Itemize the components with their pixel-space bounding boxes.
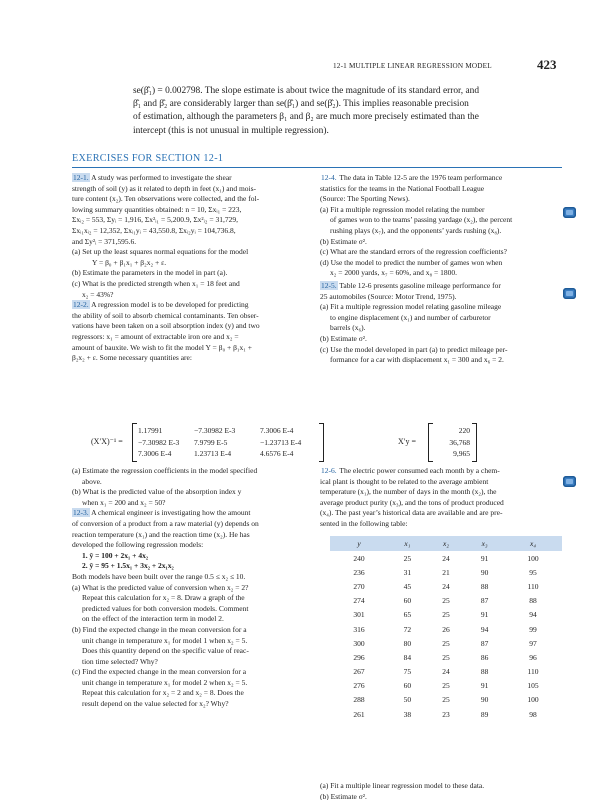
text-line: (x₄). The past year’s historical data are available and are pre- <box>320 508 503 518</box>
table-row <box>330 579 562 593</box>
table-cell: 80 <box>403 638 412 648</box>
table-row <box>330 679 562 693</box>
right-column-lower <box>320 466 556 530</box>
table-cell: 96 <box>529 652 537 662</box>
matrix-cell: −7.30982 E-3 <box>194 426 236 435</box>
table-cell: 75 <box>403 667 412 677</box>
part-b-cont: Does this quantity depend on the specific value of reac- <box>82 646 249 656</box>
table-cell: 274 <box>353 596 365 606</box>
table-row <box>330 608 562 622</box>
exercise-12-5 <box>320 281 556 292</box>
table-cell: 100 <box>527 553 539 563</box>
part-a-cont: predicted values for both conversion models. Comment <box>82 603 249 613</box>
table-cell: 88 <box>480 667 489 677</box>
table-cell: 25 <box>442 681 450 691</box>
right-bracket <box>472 423 477 462</box>
left-bracket <box>132 423 137 462</box>
table-header-row <box>330 536 562 551</box>
table-cell: 60 <box>403 681 412 691</box>
table-cell: 23 <box>442 709 450 719</box>
table-cell: 300 <box>353 638 365 648</box>
table-row <box>330 565 562 579</box>
text-line: temperature (x₁), the number of days in the month (x₂), the <box>320 487 497 497</box>
table-cell: 25 <box>442 610 450 620</box>
part-a-cont: of games won to the teams’ passing yardage (x₂), the percent <box>330 215 513 225</box>
table-cell: 25 <box>403 553 412 563</box>
part-c: (c) What is the predicted strength when x₁ = 18 feet and <box>72 278 240 288</box>
table-cell: 91 <box>480 681 489 691</box>
exercise-12-3 <box>72 508 308 519</box>
exercise-12-1 <box>72 173 308 184</box>
text-line: and Σy²ᵢ = 371,595.6. <box>72 236 137 246</box>
exercise-number: 12-2. <box>73 300 89 310</box>
table-cell: 60 <box>403 596 412 606</box>
intro-line: β̂₁ and β̂₂ are considerably larger than se(β̂₁) and se(β̂₂). This implies reasonable precision <box>133 99 469 110</box>
text-line: Σxᵢ₂ = 553, Σyᵢ = 1,916, Σx²ᵢ₁ = 5,200.9, Σx²ᵢ₂ = 31,729, <box>72 215 239 225</box>
matrix-cell: 7.3006 E-4 <box>138 449 172 458</box>
part-d: (d) Use the model to predict the number of games won when <box>320 257 503 267</box>
table-row <box>330 693 562 707</box>
table-cell: 25 <box>442 638 450 648</box>
book-icon[interactable] <box>563 476 576 487</box>
text-line: Table 12-6 presents gasoline mileage performance for <box>339 280 501 290</box>
left-column <box>72 173 308 364</box>
table-cell: 90 <box>480 695 489 705</box>
right-bracket <box>319 423 324 462</box>
table-cell: 99 <box>529 624 537 634</box>
text-line: 25 automobiles (Source: Motor Trend, 1975). <box>320 291 457 301</box>
matrix-label: (X′X)⁻¹ = <box>91 437 123 446</box>
part-b: (b) What is the predicted value of the absorption index y <box>72 487 242 497</box>
text-line: A study was performed to investigate the shear <box>91 173 232 182</box>
text-line: regressors: x₁ = amount of extractable iron ore and x₂ = <box>72 331 239 341</box>
table-cell: 65 <box>403 610 412 620</box>
part-c-cont: Repeat this calculation for x₂ = 2 and x₂ = 8. Does the <box>82 688 244 698</box>
section-title: EXERCISES FOR SECTION 12-1 <box>72 153 224 164</box>
part-c-cont: formance for a car with displacement x₁ = 300 and x₆ = 2. <box>330 355 504 365</box>
table-row <box>330 594 562 608</box>
table-cell: 50 <box>403 695 412 705</box>
data-table-wrap <box>330 536 562 721</box>
text-line: (Source: The Sporting News). <box>320 194 410 204</box>
column-header: x₁ <box>388 536 427 551</box>
part-a-cont: to engine displacement (x₁) and number of carburetor <box>330 312 491 322</box>
part-b-cont: tion time selected? Why? <box>82 656 158 666</box>
text-line: vations have been taken on a soil absorption index (y) and two <box>72 321 260 331</box>
vector-cell: 220 <box>458 426 470 435</box>
running-header: 12-1 MULTIPLE LINEAR REGRESSION MODEL <box>333 62 492 70</box>
table-cell: 88 <box>529 596 537 606</box>
exercise-number: 12-5. <box>321 280 337 290</box>
page-number: 423 <box>537 57 557 72</box>
part-a: (a) Estimate the regression coefficients in the model specified <box>72 466 258 475</box>
table-cell: 26 <box>442 624 450 634</box>
table-cell: 21 <box>442 567 450 577</box>
table-cell: 94 <box>480 624 489 634</box>
table-cell: 301 <box>353 610 365 620</box>
part-b: (b) Estimate σ². <box>320 333 367 343</box>
table-cell: 97 <box>529 638 537 648</box>
intro-line: se(β̂₁) = 0.002798. The slope estimate is about twice the magnitude of its standard error, and <box>133 86 480 96</box>
table-cell: 270 <box>353 581 365 591</box>
matrix-cell: −7.30982 E-3 <box>138 437 180 447</box>
intro-line: intercept (this is not unusual in multiple regression). <box>133 125 329 136</box>
table-cell: 95 <box>529 567 537 577</box>
part-a: (a) Fit a multiple regression model relating the number <box>320 204 485 214</box>
table-cell: 25 <box>442 695 450 705</box>
table-cell: 90 <box>480 567 489 577</box>
part-b: (b) Find the expected change in the mean conversion for a <box>72 624 247 634</box>
part-c-cont: x₂ = 43%? <box>82 289 114 299</box>
part-c: (c) Use the model developed in part (a) to predict mileage per- <box>320 344 508 354</box>
part-a-cont: Y = β₀ + β₁x₁ + β₂x₂ + ε. <box>92 257 167 267</box>
table-cell: 236 <box>353 567 365 577</box>
part-a: (a) Set up the least squares normal equations for the model <box>72 247 249 257</box>
table-cell: 94 <box>529 610 537 620</box>
table-cell: 38 <box>403 709 412 719</box>
matrix-cell: −1.23713 E-4 <box>260 437 302 447</box>
text-line: lowing summary quantities obtained: n = 10, Σxᵢ₁ = 223, <box>72 204 242 214</box>
intro-line: of estimation, although the parameters β₁ and β₂ are much more precisely estimated than the <box>133 112 479 123</box>
table-cell: 288 <box>353 695 365 705</box>
table-cell: 88 <box>480 581 489 591</box>
part-a: (a) Fit a multiple regression model relating gasoline mileage <box>320 302 502 312</box>
text-line: Σxᵢ₁xᵢ₂ = 12,352, Σxᵢ₁yᵢ = 43,550.8, Σxᵢ₂yᵢ = 104,736.8, <box>72 225 236 235</box>
table-row <box>330 665 562 679</box>
text-line: sented in the following table: <box>320 518 408 528</box>
part-c: (c) Find the expected change in the mean conversion for a <box>72 667 247 677</box>
part-b: (b) Estimate σ². <box>320 236 367 246</box>
exercise-number: 12-3. <box>73 508 89 518</box>
matrix-block <box>72 423 562 463</box>
intro-paragraph <box>133 85 563 138</box>
table-cell: 91 <box>480 610 489 620</box>
right-column <box>320 173 556 366</box>
text-line: developed the following regression models: <box>72 540 204 550</box>
part-d-cont: x₂ = 2000 yards, x₇ = 60%, and x₈ = 1800. <box>330 268 457 278</box>
text-line: ical plant is thought to be related to the average ambient <box>320 476 489 486</box>
matrix-cell: 1.23713 E-4 <box>194 449 232 458</box>
part-a-cont: Repeat this calculation for x₂ = 8. Draw a graph of the <box>82 593 245 603</box>
text-line: The electric power consumed each month by a chem- <box>339 466 500 475</box>
matrix <box>138 425 318 460</box>
column-header: x₂ <box>427 536 466 551</box>
book-icon[interactable] <box>563 288 576 299</box>
text-line: the ability of soil to absorb chemical contaminants. Ten obser- <box>72 310 259 320</box>
part-c-cont: unit change in temperature x₁ for model 2 when x₂ = 5. <box>82 677 248 687</box>
table-cell: 24 <box>442 581 450 591</box>
table-cell: 24 <box>442 667 450 677</box>
table-cell: 240 <box>353 553 365 563</box>
table-cell: 25 <box>442 652 450 662</box>
exercise-number: 12-4. <box>321 173 337 182</box>
text-line: The data in Table 12-5 are the 1976 team performance <box>339 173 503 182</box>
left-bracket <box>428 423 433 462</box>
part-a-cont: above. <box>82 476 102 486</box>
column-header: y <box>330 536 388 551</box>
exercise-number: 12-1. <box>73 173 89 182</box>
text-line: ture content (x₂). Ten observations were collected, and the fol- <box>72 194 260 204</box>
table-row <box>330 636 562 650</box>
right-column-end-b <box>320 792 556 800</box>
book-icon[interactable] <box>563 207 576 218</box>
table-cell: 86 <box>480 652 489 662</box>
exercise-12-2 <box>72 300 308 311</box>
matrix-cell: 7.3006 E-4 <box>260 426 294 435</box>
table-row <box>330 707 562 721</box>
vector-cell: 9,965 <box>453 449 470 458</box>
table-cell: 45 <box>403 581 412 591</box>
table-cell: 24 <box>442 553 450 563</box>
part-c: (c) What are the standard errors of the regression coefficients? <box>320 247 507 257</box>
table-cell: 316 <box>353 624 365 634</box>
part-c-cont: result depend on the value selected for x₂? Why? <box>82 699 229 709</box>
part-a-cont: on the effect of the interaction term in model 2. <box>82 614 224 624</box>
data-table <box>330 536 562 721</box>
table-cell: 89 <box>480 709 489 719</box>
table-cell: 276 <box>353 681 365 691</box>
part-b: (b) Estimate σ². <box>320 792 367 800</box>
text-line: A regression model is to be developed for predicting <box>91 300 249 310</box>
left-column-lower <box>72 466 308 710</box>
text-line: Both models have been built over the range 0.5 ≤ x₂ ≤ 10. <box>72 571 246 581</box>
xy-label: X′y = <box>398 437 417 446</box>
text-line: of conversion of a product from a raw material (y) depends on <box>72 518 259 528</box>
text-line: amount of bauxite. We wish to fit the model Y = β₀ + β₁x₁ + <box>72 342 252 352</box>
table-cell: 91 <box>480 553 489 563</box>
part-b-cont: unit change in temperature x₁ for model 1 when x₂ = 5. <box>82 635 248 645</box>
table-cell: 105 <box>527 681 539 691</box>
xy-vector <box>434 425 470 460</box>
column-header: x₃ <box>465 536 504 551</box>
text-line: reaction temperature (x₁) and the reaction time (x₂). He has <box>72 529 250 539</box>
matrix-cell: 1.17991 <box>138 426 163 435</box>
text-line: average product purity (x₃), and the tons of product produced <box>320 497 504 507</box>
table-cell: 87 <box>480 596 489 606</box>
part-a: (a) What is the predicted value of conversion when x₂ = 2? <box>72 582 249 592</box>
column-header: x₄ <box>504 536 562 551</box>
text-line: strength of soil (y) as it related to depth in feet (x₁) and mois- <box>72 183 257 193</box>
table-row <box>330 622 562 636</box>
table-row <box>330 650 562 664</box>
table-cell: 25 <box>442 596 450 606</box>
section-rule <box>72 167 562 168</box>
table-cell: 267 <box>353 667 365 677</box>
table-cell: 296 <box>353 652 365 662</box>
exercise-12-4 <box>320 173 556 184</box>
table-cell: 110 <box>527 581 539 591</box>
model-1: 1. ŷ = 100 + 2x₁ + 4x₂ <box>82 550 149 560</box>
table-cell: 72 <box>403 624 412 634</box>
exercise-number: 12-6. <box>321 466 337 475</box>
text-line: β₂x₂ + ε. Some necessary quantities are: <box>72 353 192 363</box>
table-cell: 261 <box>353 709 365 719</box>
model-2: 2. ŷ = 95 + 1.5x₁ + 3x₂ + 2x₁x₂ <box>82 561 174 571</box>
part-a-cont: rushing plays (x₇), and the opponents’ yards rushing (x₈). <box>330 225 502 235</box>
part-b: (b) Estimate the parameters in the model in part (a). <box>72 268 228 278</box>
matrix-cell: 4.6576 E-4 <box>260 449 294 458</box>
right-column-end <box>320 781 556 792</box>
vector-cell: 36,768 <box>449 437 470 447</box>
part-a-cont: barrels (x₆). <box>330 323 366 333</box>
table-row <box>330 551 562 565</box>
exercise-12-6 <box>320 466 556 477</box>
table-cell: 84 <box>403 652 412 662</box>
table-cell: 87 <box>480 638 489 648</box>
text-line: statistics for the teams in the National Football League <box>320 183 485 193</box>
table-cell: 100 <box>527 695 539 705</box>
text-line: A chemical engineer is investigating how the amount <box>91 508 251 518</box>
table-cell: 98 <box>529 709 537 719</box>
table-cell: 110 <box>527 667 539 677</box>
part-b-cont: when x₁ = 200 and x₂ = 50? <box>82 497 166 507</box>
part-a: (a) Fit a multiple linear regression model to these data. <box>320 781 485 790</box>
matrix-cell: 7.9799 E-5 <box>194 437 228 447</box>
table-cell: 31 <box>403 567 412 577</box>
